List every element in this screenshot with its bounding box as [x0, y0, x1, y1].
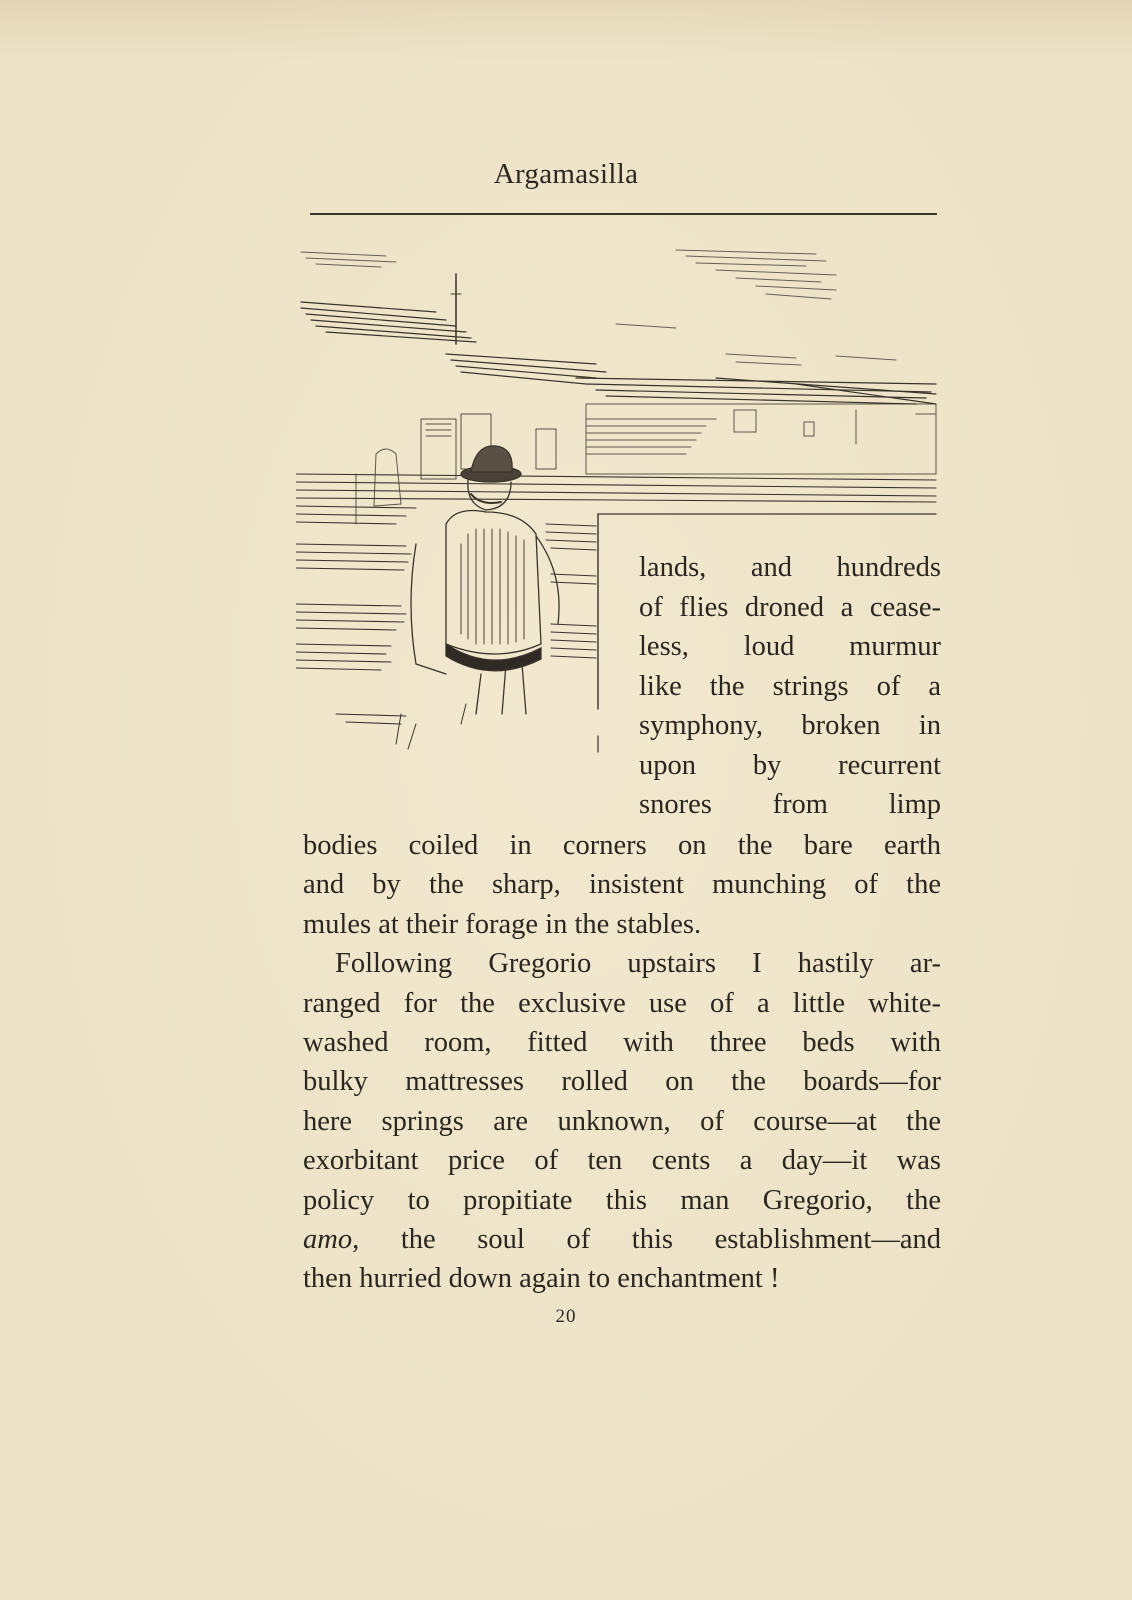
text-line: here springs are unknown, of course—at the [303, 1105, 941, 1137]
text-line: less, loud murmur [639, 631, 941, 662]
text-line: then hurried down again to enchantment ! [303, 1263, 780, 1295]
rooftop-lines [301, 302, 936, 404]
text-line: snores from limp [639, 789, 941, 820]
text-line: bodies coiled in corners on the bare earth [303, 830, 941, 861]
text-line: Following Gregorio upstairs I hastily ar- [335, 948, 941, 980]
text-line: symphony, broken in [639, 710, 941, 741]
text-line: bulky mattresses rolled on the boards—for [303, 1066, 941, 1098]
text-line: and by the sharp, insistent munching of the [303, 869, 941, 901]
text-line: washed room, fitted with three beds with [303, 1027, 941, 1059]
text-line: like the strings of a [639, 670, 941, 702]
house-wall [586, 404, 936, 474]
text-line: of flies droned a cease- [639, 591, 941, 623]
text-line: mules at their forage in the stables. [303, 908, 702, 940]
page-number: 20 [555, 1306, 577, 1327]
wrapped-text-column [639, 548, 941, 825]
text-fragment: the soul of this establishment—and [359, 1224, 941, 1256]
text-line: ranged for the exclusive use of a little white- [303, 987, 941, 1019]
header-rule [310, 213, 937, 215]
italic-word: amo, [303, 1224, 360, 1256]
running-head: Argamasilla [493, 158, 639, 190]
text-line-with-italic [303, 1220, 941, 1259]
text-line: exorbitant price of ten cents a day—it was [303, 1145, 941, 1177]
sky-hatching [301, 250, 896, 365]
text-line: lands, and hundreds [639, 552, 941, 583]
man-figure [411, 446, 559, 714]
body-text [303, 826, 941, 1299]
text-line: policy to propitiate this man Gregorio, the [303, 1184, 941, 1216]
text-line: upon by recurrent [639, 749, 941, 781]
